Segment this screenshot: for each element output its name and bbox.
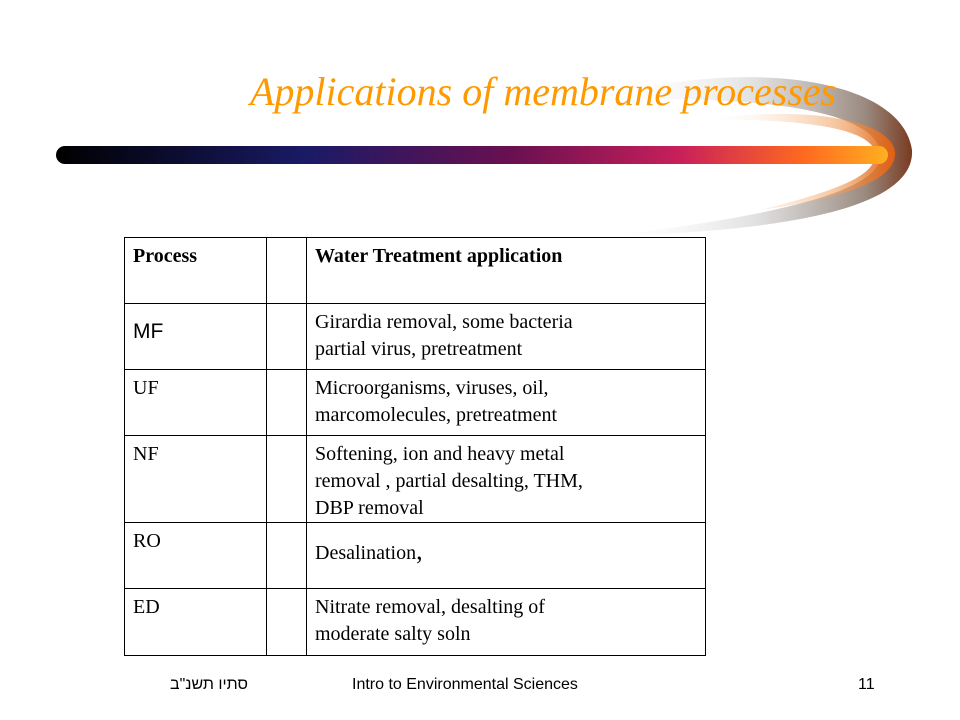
table-row — [125, 523, 706, 589]
empty-cell — [267, 436, 307, 523]
table-row — [125, 304, 706, 370]
application-cell — [307, 304, 706, 370]
footer-date: סתיו תשנ"ב — [170, 676, 249, 693]
header-application: Water Treatment application — [307, 238, 706, 304]
process-cell: NF — [125, 436, 267, 523]
empty-cell — [267, 304, 307, 370]
application-cell — [307, 370, 706, 436]
table-header-row — [125, 238, 706, 304]
process-cell: RO — [125, 523, 267, 589]
application-line: Girardia removal, some bacteria — [315, 311, 573, 333]
application-line: removal , partial desalting, THM, — [315, 470, 583, 492]
application-line: Desalination — [315, 542, 417, 564]
title-decoration — [0, 0, 960, 260]
application-line: moderate salty soln — [315, 623, 471, 645]
application-line: Nitrate removal, desalting of — [315, 596, 545, 618]
table-row — [125, 436, 706, 523]
application-cell — [307, 436, 706, 523]
empty-cell — [267, 523, 307, 589]
process-cell: UF — [125, 370, 267, 436]
title-gradient-bar — [56, 146, 888, 164]
header-process: Process — [125, 238, 267, 304]
application-line: marcomolecules, pretreatment — [315, 404, 558, 426]
application-cell — [307, 589, 706, 656]
header-empty — [267, 238, 307, 304]
application-line: DBP removal — [315, 497, 424, 519]
application-line: Softening, ion and heavy metal — [315, 443, 565, 465]
application-line: Microorganisms, viruses, oil, — [315, 377, 549, 399]
process-cell: MF — [125, 304, 267, 370]
trailing-mark: , — [416, 536, 423, 565]
empty-cell — [267, 370, 307, 436]
slide-title: Applications of membrane processes — [250, 69, 837, 114]
application-line: partial virus, pretreatment — [315, 338, 523, 360]
process-cell: ED — [125, 589, 267, 656]
membrane-applications-table — [124, 237, 706, 656]
table-row — [125, 589, 706, 656]
footer-page-number: 11 — [858, 676, 875, 693]
table-row — [125, 370, 706, 436]
empty-cell — [267, 589, 307, 656]
application-cell — [307, 523, 706, 589]
footer-course-title: Intro to Environmental Sciences — [352, 676, 578, 693]
